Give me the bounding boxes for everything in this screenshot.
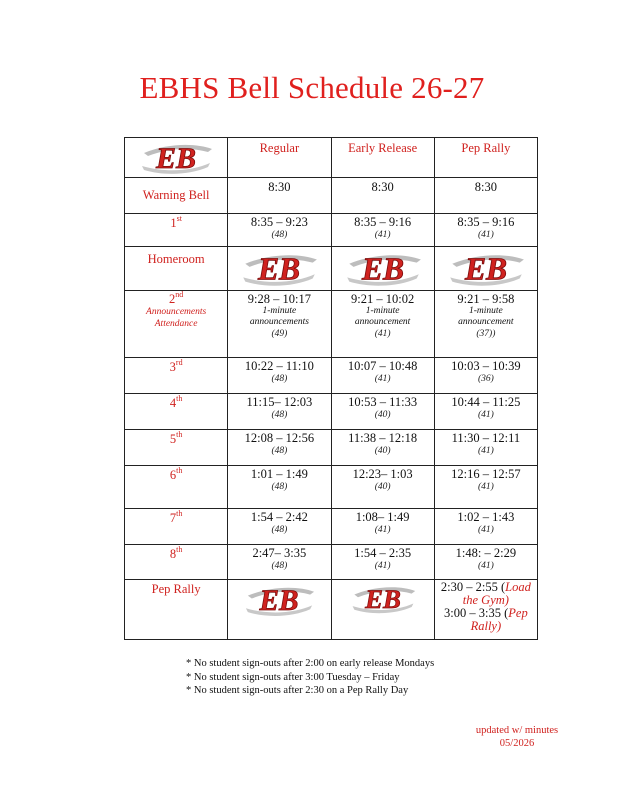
minutes: (41) [477,410,494,420]
cell-period [331,358,434,394]
cell-time: 8:30 [228,178,331,214]
time-range: 1:02 – 1:43 [457,510,515,524]
logo-cell [331,580,434,640]
time-range: 1:54 – 2:35 [354,546,412,560]
time-range: 8:35 – 9:16 [354,215,412,229]
pep-line2-close: ) [496,619,502,633]
time-range: 10:03 – 10:39 [451,359,521,373]
pep-line1-close: ) [504,593,509,607]
time-range: 10:44 – 11:25 [451,395,521,409]
cell-time: 8:30 [434,178,537,214]
minutes: (48) [271,561,288,571]
notes-list [186,657,434,698]
minutes: (49) [271,329,288,339]
time-range: 9:28 – 10:17 [247,292,311,306]
period-suffix: rd [175,358,183,367]
period-suffix: nd [175,290,184,299]
row-period-2 [125,291,538,358]
minutes: (40) [374,482,391,492]
minutes: (40) [374,446,391,456]
time-range: 11:30 – 12:11 [451,431,521,445]
minutes: (41) [374,374,391,384]
time-range: 12:16 – 12:57 [451,467,521,481]
row-warning-bell [125,178,538,214]
minutes: (37)) [476,329,496,339]
row-label-period-5 [125,430,228,466]
period-number: 6 [169,468,177,482]
minutes: (36) [477,374,494,384]
eb-logo-icon [239,249,319,289]
row-label-period-2 [125,291,228,358]
bell-schedule-table [124,137,538,640]
cell-period [228,509,331,545]
announcement-note: 1-minute [262,306,297,316]
svg-text:EB: EB [156,141,197,175]
attendance-note: Attendance [154,319,198,329]
cell-period [331,291,434,358]
minutes: (41) [374,329,391,339]
header-row [125,138,538,178]
minutes: (41) [477,230,494,240]
row-period-6 [125,466,538,509]
minutes: (41) [477,525,494,535]
row-label-homeroom: Homeroom [125,247,228,291]
time-range: 10:53 – 11:33 [348,395,418,409]
period-number: 8 [169,547,177,561]
announcement-note: 1-minute [365,306,400,316]
cell-period [434,466,537,509]
time-range: 1:01 – 1:49 [250,467,308,481]
minutes: (48) [271,410,288,420]
cell-pep-rally-times [434,580,537,640]
period-number: 1 [170,216,177,230]
period-number: 7 [169,511,177,525]
row-label-period-6 [125,466,228,509]
cell-period [228,214,331,247]
row-label-period-4 [125,394,228,430]
eb-logo-icon [349,582,417,616]
note-item: * No student sign-outs after 3:00 Tuesday – Friday [186,671,400,683]
pep-line2-time: 3:00 – 3:35 ( [444,606,509,620]
svg-text:EB: EB [258,251,301,287]
row-label-pep-rally: Pep Rally [125,580,228,640]
logo-cell [434,247,537,291]
cell-period [434,291,537,358]
eb-logo-icon [446,249,526,289]
row-label-period-1 [125,214,228,247]
eb-logo-icon [138,139,214,177]
cell-period [434,358,537,394]
minutes: (48) [271,446,288,456]
row-period-3 [125,358,538,394]
period-suffix: th [176,466,183,475]
time-range: 10:07 – 10:48 [347,359,418,373]
cell-period [331,214,434,247]
logo-cell [228,580,331,640]
cell-period [331,545,434,580]
cell-period [434,545,537,580]
cell-period [228,430,331,466]
minutes: (41) [477,561,494,571]
announcement-note: 1-minute [468,306,503,316]
time-range: 10:22 – 11:10 [244,359,314,373]
time-range: 1:48: – 2:29 [455,546,517,560]
minutes: (48) [271,230,288,240]
svg-text:EB: EB [364,583,401,614]
svg-text:EB: EB [259,585,299,618]
eb-logo-icon [343,249,423,289]
cell-period [331,430,434,466]
row-label-warning-bell: Warning Bell [125,178,228,214]
row-label-period-3 [125,358,228,394]
period-suffix: th [176,394,183,403]
minutes: (48) [271,482,288,492]
period-number: 4 [169,396,177,410]
cell-period [228,545,331,580]
row-period-1 [125,214,538,247]
time-range: 12:08 – 12:56 [244,431,315,445]
period-suffix: st [176,214,182,223]
note-item: * No student sign-outs after 2:30 on a Pep Rally Day [186,685,409,696]
updated-line: updated w/ minutes [475,725,559,736]
time-range: 1:08– 1:49 [355,510,410,524]
cell-period [434,214,537,247]
pep-line2-note: Pep Rally [470,606,528,633]
row-period-8 [125,545,538,580]
period-number: 5 [169,432,177,446]
cell-period [228,394,331,430]
row-homeroom [125,247,538,291]
cell-period [331,466,434,509]
time-range: 8:35 – 9:23 [250,215,308,229]
eb-logo-icon [242,582,316,619]
col-header-regular: Regular [228,138,331,178]
announcement-note: announcement [458,317,514,327]
logo-cell [125,138,228,178]
cell-period [331,394,434,430]
note-item: * No student sign-outs after 2:00 on early release Mondays [186,658,435,669]
row-pep-rally [125,580,538,640]
row-label-period-7 [125,509,228,545]
minutes: (41) [374,525,391,535]
cell-period [228,466,331,509]
pep-line1-note: Load the Gym [462,580,531,607]
period-number: 2 [169,292,176,306]
svg-text:EB: EB [464,251,507,287]
row-label-period-8 [125,545,228,580]
period-suffix: th [176,509,183,518]
time-range: 2:47– 3:35 [252,546,307,560]
time-range: 9:21 – 10:02 [351,292,415,306]
logo-cell [228,247,331,291]
time-range: 11:15– 12:03 [246,395,313,409]
cell-period [434,430,537,466]
svg-text:EB: EB [361,251,404,287]
period-number: 3 [169,360,176,374]
cell-period [228,358,331,394]
row-period-4 [125,394,538,430]
time-range: 9:21 – 9:58 [457,292,515,306]
announcements-note: Announcements [146,307,207,317]
minutes: (40) [374,410,391,420]
pep-line1-time: 2:30 – 2:55 ( [440,580,506,594]
announcement-note: announcements [249,317,309,327]
minutes: (41) [374,230,391,240]
minutes: (41) [374,561,391,571]
cell-period [434,394,537,430]
time-range: 8:35 – 9:16 [457,215,515,229]
col-header-pep-rally: Pep Rally [434,138,537,178]
col-header-early-release: Early Release [331,138,434,178]
page-title: EBHS Bell Schedule 26-27 [139,70,485,105]
time-range: 12:23– 1:03 [352,467,413,481]
row-period-5 [125,430,538,466]
minutes: (48) [271,525,288,535]
minutes: (41) [477,446,494,456]
updated-date: 05/2026 [499,738,535,749]
row-period-7 [125,509,538,545]
updated-note [471,724,563,750]
time-range: 1:54 – 2:42 [250,510,308,524]
cell-period [331,509,434,545]
period-suffix: th [176,430,183,439]
cell-period [228,291,331,358]
announcement-note: announcement [354,317,411,327]
logo-cell [331,247,434,291]
time-range: 11:38 – 12:18 [348,431,418,445]
minutes: (41) [477,482,494,492]
cell-period [434,509,537,545]
period-suffix: th [176,545,183,554]
minutes: (48) [271,374,288,384]
cell-time: 8:30 [331,178,434,214]
